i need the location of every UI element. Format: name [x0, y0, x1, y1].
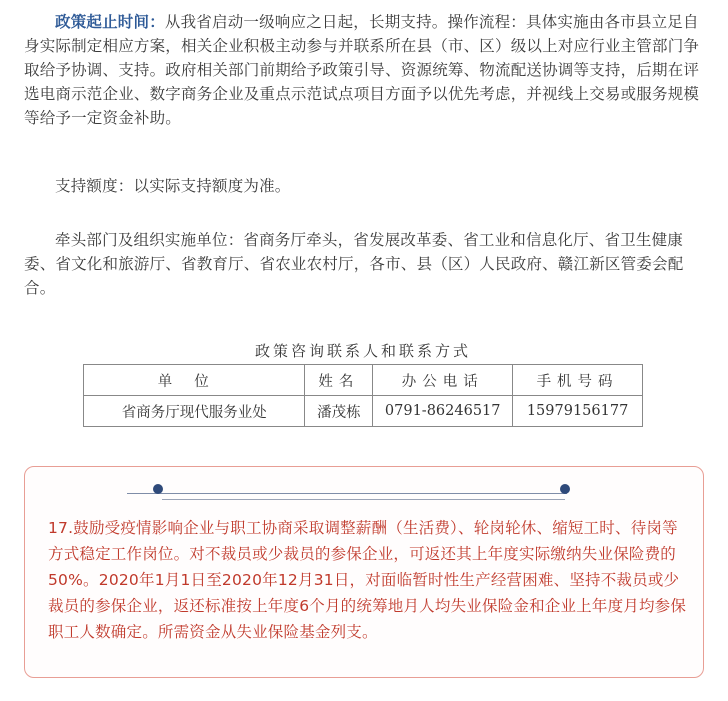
contact-table-header-row — [84, 365, 643, 396]
cell-name: 潘茂栋 — [305, 396, 373, 427]
header-office-phone: 办公电话 — [373, 365, 513, 396]
cell-unit: 省商务厅现代服务业处 — [84, 396, 305, 427]
cell-office-phone: 0791-86246517 — [373, 396, 513, 427]
notice-text: 17.鼓励受疫情影响企业与职工协商采取调整薪酬（生活费）、轮岗轮休、缩短工时、待岗等方式稳定工作岗位。对不裁员或少裁员的参保企业，可返还其上年度实际缴纳失业保险费的50%。2020年1月1日至2020年12月31日，对面临暂时性生产经营困难、坚持不裁员或少裁员的参保企业，返还标准按上年度6个月的统筹地月人均失业保险金和企业上年度月均参保职工人数确定。所需资金从失业保险基金列支。 — [48, 519, 687, 641]
policy-period-paragraph — [24, 10, 704, 130]
policy-period-text: 从我省启动一级响应之日起，长期支持。操作流程：具体实施由各市县立足自身实际制定相应方案，相关企业积极主动参与并联系所在县（市、区）级以上对应行业主管部门争取给予协调、支持。政府相关部门前期给予政策引导、资源统筹、物流配送协调等支持，后期在评选电商示范企业、数字商务企业及重点示范试点项目方面予以优先考虑，并视线上交易或服务规模等给予一定资金补助。 — [24, 13, 700, 127]
decorative-dot-icon — [560, 484, 570, 494]
table-row — [84, 396, 643, 427]
cell-mobile: 15979156177 — [513, 396, 643, 427]
contact-table — [83, 364, 643, 427]
support-amount-paragraph: 支持额度：以实际支持额度为准。 — [55, 177, 291, 195]
lead-departments-paragraph: 牵头部门及组织实施单位：省商务厅牵头，省发展改革委、省工业和信息化厅、省卫生健康委、省文化和旅游厅、省教育厅、省农业农村厅，各市、县（区）人民政府、赣江新区管委会配合。 — [24, 231, 684, 297]
decorative-divider-line — [127, 493, 567, 494]
header-mobile: 手机号码 — [513, 365, 643, 396]
decorative-divider-line-lower — [162, 499, 565, 500]
decorative-dot-icon — [153, 484, 163, 494]
header-name: 姓名 — [305, 365, 373, 396]
header-unit: 单位 — [84, 365, 305, 396]
contact-table-title: 政策咨询联系人和联系方式 — [254, 342, 471, 360]
policy-period-label: 政策起止时间： — [55, 13, 165, 31]
